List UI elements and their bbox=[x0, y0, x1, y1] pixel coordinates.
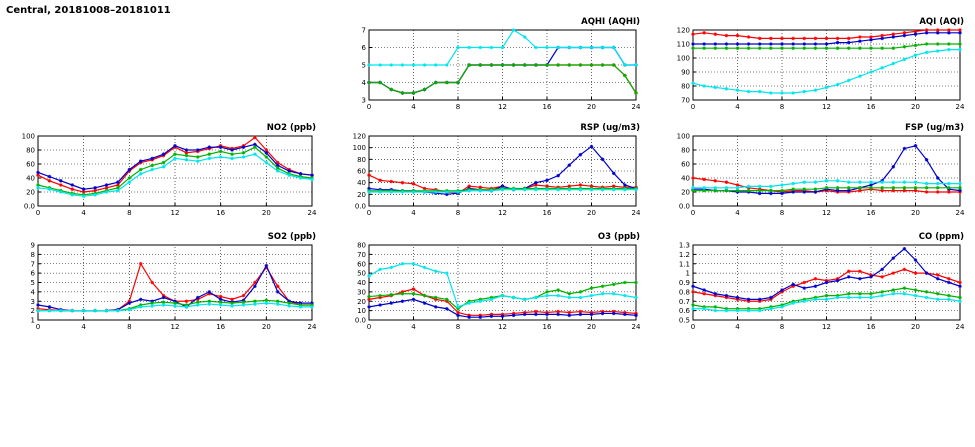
svg-text:8: 8 bbox=[127, 323, 132, 331]
svg-text:24: 24 bbox=[631, 209, 641, 217]
svg-text:20: 20 bbox=[911, 209, 920, 217]
svg-text:4: 4 bbox=[735, 103, 740, 111]
svg-text:12: 12 bbox=[170, 323, 180, 331]
svg-text:40: 40 bbox=[26, 174, 35, 183]
svg-text:60: 60 bbox=[26, 160, 35, 169]
svg-text:0.0: 0.0 bbox=[354, 202, 366, 211]
svg-text:0.0: 0.0 bbox=[23, 202, 35, 211]
chart-title-so2: SO2 (ppb) bbox=[267, 232, 316, 242]
svg-text:12: 12 bbox=[498, 209, 507, 217]
svg-text:9: 9 bbox=[30, 241, 35, 250]
svg-text:8: 8 bbox=[127, 209, 132, 217]
svg-text:110: 110 bbox=[676, 40, 690, 49]
svg-text:24: 24 bbox=[307, 323, 317, 331]
svg-text:12: 12 bbox=[822, 209, 831, 217]
svg-text:16: 16 bbox=[542, 103, 552, 111]
svg-text:0.9: 0.9 bbox=[678, 279, 690, 287]
svg-text:50: 50 bbox=[357, 269, 366, 278]
svg-text:1.1: 1.1 bbox=[678, 260, 690, 269]
chart-panel-no2 bbox=[8, 124, 318, 224]
series-s2 bbox=[367, 298, 638, 319]
svg-text:7: 7 bbox=[361, 26, 366, 35]
svg-text:0: 0 bbox=[690, 323, 696, 331]
svg-text:60: 60 bbox=[357, 167, 366, 176]
chart-title-o3: O3 (ppb) bbox=[597, 232, 640, 242]
svg-text:24: 24 bbox=[631, 323, 641, 331]
svg-text:12: 12 bbox=[822, 103, 831, 111]
chart-title-no2: NO2 (ppb) bbox=[266, 123, 316, 133]
svg-text:16: 16 bbox=[866, 209, 876, 217]
svg-text:8: 8 bbox=[455, 323, 461, 331]
svg-text:16: 16 bbox=[542, 209, 552, 217]
svg-text:16: 16 bbox=[216, 209, 226, 217]
svg-text:12: 12 bbox=[822, 323, 831, 331]
chart-panel-so2 bbox=[8, 233, 318, 338]
svg-text:20: 20 bbox=[357, 190, 366, 199]
svg-text:8: 8 bbox=[455, 209, 461, 217]
svg-text:40: 40 bbox=[681, 174, 690, 183]
svg-text:20: 20 bbox=[911, 103, 920, 111]
svg-text:20: 20 bbox=[681, 188, 690, 197]
svg-text:0: 0 bbox=[366, 103, 372, 111]
svg-text:8: 8 bbox=[779, 103, 785, 111]
svg-text:20: 20 bbox=[587, 209, 596, 217]
chart-svg-o3 bbox=[339, 233, 642, 338]
svg-text:40: 40 bbox=[357, 179, 366, 188]
svg-text:3: 3 bbox=[30, 297, 35, 306]
svg-text:24: 24 bbox=[307, 209, 317, 217]
svg-text:0.8: 0.8 bbox=[678, 288, 690, 297]
svg-text:20: 20 bbox=[587, 103, 596, 111]
chart-svg-co bbox=[663, 233, 966, 338]
svg-text:8: 8 bbox=[779, 323, 785, 331]
svg-text:100: 100 bbox=[676, 54, 690, 63]
svg-text:24: 24 bbox=[631, 103, 641, 111]
svg-text:60: 60 bbox=[681, 160, 690, 169]
svg-text:24: 24 bbox=[955, 323, 965, 331]
svg-text:6: 6 bbox=[361, 44, 366, 52]
svg-text:6: 6 bbox=[30, 269, 35, 278]
svg-text:0: 0 bbox=[690, 209, 696, 217]
svg-text:8: 8 bbox=[455, 103, 461, 111]
chart-title-aqi: AQI (AQI) bbox=[919, 17, 964, 27]
svg-text:60: 60 bbox=[357, 260, 366, 269]
svg-text:12: 12 bbox=[170, 209, 180, 217]
svg-text:4: 4 bbox=[30, 288, 35, 297]
svg-text:4: 4 bbox=[81, 209, 86, 217]
svg-text:0.7: 0.7 bbox=[678, 297, 690, 306]
svg-text:4: 4 bbox=[81, 323, 86, 331]
chart-svg-aqhi bbox=[339, 18, 642, 118]
chart-title-aqhi: AQHI (AQHI) bbox=[581, 17, 640, 27]
svg-text:100: 100 bbox=[676, 132, 690, 141]
svg-text:4: 4 bbox=[361, 79, 366, 87]
svg-text:0.0: 0.0 bbox=[354, 316, 366, 325]
svg-text:70: 70 bbox=[357, 250, 366, 259]
svg-text:4: 4 bbox=[411, 103, 416, 111]
svg-text:1.3: 1.3 bbox=[678, 241, 690, 250]
chart-panel-o3 bbox=[339, 233, 642, 338]
chart-svg-rsp bbox=[339, 124, 642, 224]
svg-text:0.0: 0.0 bbox=[678, 202, 690, 211]
svg-text:5: 5 bbox=[361, 61, 366, 70]
svg-text:30: 30 bbox=[357, 288, 366, 297]
svg-text:8: 8 bbox=[30, 250, 35, 259]
svg-text:12: 12 bbox=[498, 103, 507, 111]
svg-text:4: 4 bbox=[735, 209, 740, 217]
chart-title-rsp: RSP (ug/m3) bbox=[580, 123, 640, 133]
svg-text:0: 0 bbox=[35, 323, 41, 331]
chart-svg-no2 bbox=[8, 124, 318, 224]
svg-text:7: 7 bbox=[30, 260, 35, 269]
svg-text:0: 0 bbox=[690, 103, 696, 111]
chart-panel-fsp bbox=[663, 124, 966, 224]
svg-text:80: 80 bbox=[26, 146, 35, 155]
svg-text:10: 10 bbox=[357, 307, 366, 316]
svg-text:80: 80 bbox=[357, 241, 366, 250]
svg-text:80: 80 bbox=[681, 146, 690, 155]
svg-text:16: 16 bbox=[866, 323, 876, 331]
svg-text:120: 120 bbox=[352, 132, 366, 141]
svg-text:20: 20 bbox=[261, 323, 271, 331]
svg-text:4: 4 bbox=[735, 323, 740, 331]
svg-text:0: 0 bbox=[366, 209, 372, 217]
svg-text:20: 20 bbox=[357, 297, 366, 306]
svg-text:20: 20 bbox=[587, 323, 596, 331]
svg-text:40: 40 bbox=[357, 279, 366, 287]
svg-text:120: 120 bbox=[676, 26, 690, 35]
chart-panel-aqi bbox=[663, 18, 966, 118]
svg-text:12: 12 bbox=[498, 323, 507, 331]
svg-text:0.5: 0.5 bbox=[678, 316, 690, 325]
svg-text:8: 8 bbox=[779, 209, 785, 217]
svg-text:5: 5 bbox=[30, 279, 35, 287]
svg-text:80: 80 bbox=[681, 82, 690, 91]
svg-text:20: 20 bbox=[911, 323, 920, 331]
chart-svg-aqi bbox=[663, 18, 966, 118]
svg-text:1: 1 bbox=[30, 316, 35, 325]
svg-text:100: 100 bbox=[21, 132, 35, 141]
svg-text:24: 24 bbox=[955, 209, 965, 217]
svg-text:70: 70 bbox=[681, 96, 690, 105]
svg-text:0: 0 bbox=[35, 209, 41, 217]
svg-text:4: 4 bbox=[411, 209, 416, 217]
svg-text:1: 1 bbox=[685, 269, 690, 278]
svg-text:0: 0 bbox=[366, 323, 372, 331]
svg-text:2: 2 bbox=[30, 307, 35, 316]
svg-text:4: 4 bbox=[411, 323, 416, 331]
svg-text:80: 80 bbox=[357, 155, 366, 164]
series-s3 bbox=[36, 145, 314, 196]
chart-title-co: CO (ppm) bbox=[918, 232, 964, 242]
svg-text:16: 16 bbox=[542, 323, 552, 331]
svg-text:20: 20 bbox=[261, 209, 271, 217]
chart-title-fsp: FSP (ug/m3) bbox=[905, 123, 964, 133]
page-title: Central, 20181008–20181011 bbox=[6, 5, 171, 16]
svg-text:90: 90 bbox=[681, 68, 690, 77]
chart-panel-co bbox=[663, 233, 966, 338]
svg-text:1.2: 1.2 bbox=[678, 250, 690, 259]
svg-text:100: 100 bbox=[352, 144, 366, 153]
svg-text:16: 16 bbox=[216, 323, 226, 331]
chart-panel-rsp bbox=[339, 124, 642, 224]
chart-svg-so2 bbox=[8, 233, 318, 338]
svg-text:0.6: 0.6 bbox=[678, 307, 690, 316]
chart-svg-fsp bbox=[663, 124, 966, 224]
chart-panel-aqhi bbox=[339, 18, 642, 118]
svg-text:24: 24 bbox=[955, 103, 965, 111]
svg-text:3: 3 bbox=[361, 96, 366, 105]
svg-text:20: 20 bbox=[26, 188, 35, 197]
svg-text:16: 16 bbox=[866, 103, 876, 111]
